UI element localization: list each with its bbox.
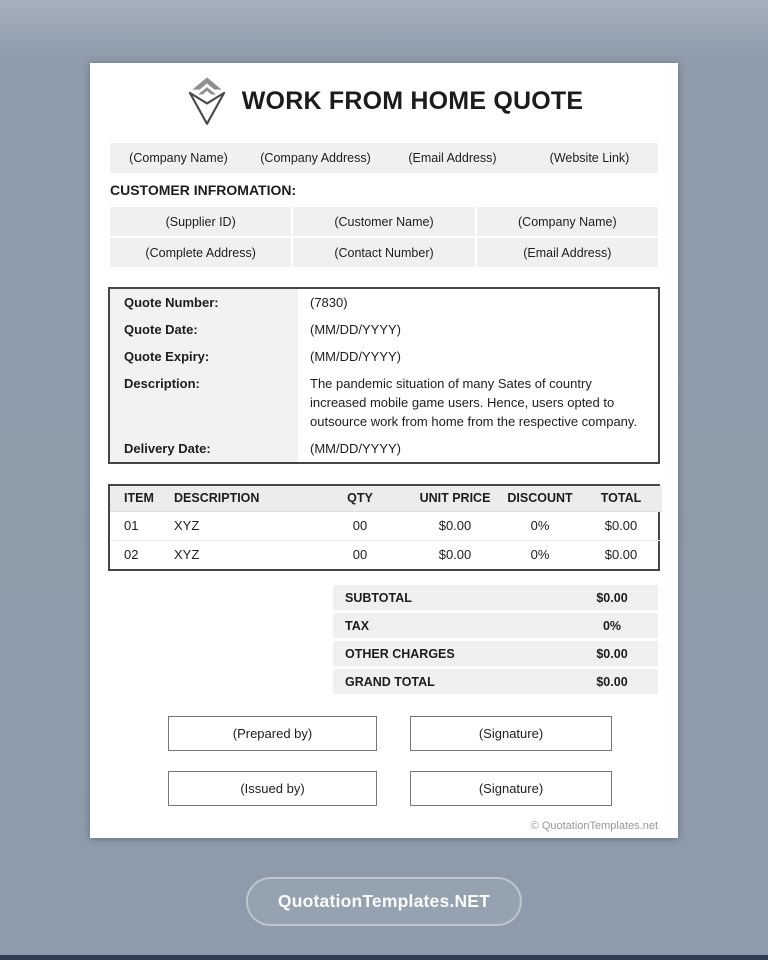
quote-number-label: Quote Number: [110,289,298,316]
quote-date-row [110,316,658,343]
items-table [110,486,662,569]
issued-by-box: (Issued by) [168,771,377,806]
tax-row [333,613,658,638]
chevron-badge-logo-icon [185,74,229,128]
prepared-by-box: (Prepared by) [168,716,377,751]
tax-value: 0% [602,618,622,633]
quote-details-box [108,287,660,464]
totals-summary [333,585,658,694]
discount-cell: 0% [500,511,580,540]
quote-document-page [90,63,678,838]
discount-cell: 0% [530,547,550,563]
company-name-field: (Company Name) [129,151,228,165]
quote-date-label: Quote Date: [110,316,298,343]
col-header-item: ITEM [110,486,160,511]
quotationtemplates-badge[interactable]: QuotationTemplates.NET [246,877,522,926]
quote-date-value: (MM/DD/YYYY) [310,322,401,337]
copyright-text: © QuotationTemplates.net [530,820,658,832]
tax-label: TAX [345,618,370,633]
description-cell: XYZ [174,547,200,563]
subtotal-row [333,585,658,610]
quote-expiry-value: (MM/DD/YYYY) [310,349,401,364]
delivery-date-row [110,435,658,462]
page-title: WORK FROM HOME QUOTE [241,86,584,115]
subtotal-label: SUBTOTAL [345,590,412,605]
complete-address-field: (Complete Address) [110,238,291,267]
unit-price-cell: $0.00 [410,511,500,540]
signature-box: (Signature) [410,771,612,806]
signature-section [168,716,678,806]
document-header [90,73,678,129]
items-table-box [108,484,660,571]
company-address-field: (Company Address) [260,151,371,165]
customer-company-name-field: (Company Name) [477,207,658,236]
other-charges-row [333,641,658,666]
email-address-field: (Email Address) [408,151,497,165]
col-header-unit-price: UNIT PRICE [410,486,500,511]
col-header-description: DESCRIPTION [160,486,310,511]
grand-total-value: $0.00 [596,674,628,689]
quote-expiry-label: Quote Expiry: [110,343,298,370]
supplier-id-field: (Supplier ID) [110,207,291,236]
bottom-strip [0,955,768,960]
items-header-row [110,486,662,511]
total-cell: $0.00 [604,547,638,563]
delivery-date-label: Delivery Date: [110,435,298,462]
grand-total-row [333,669,658,694]
other-charges-label: OTHER CHARGES [345,646,455,661]
description-cell: XYZ [160,511,310,540]
subtotal-value: $0.00 [596,590,628,605]
description-label: Description: [110,370,298,435]
company-info-band [110,143,658,173]
col-header-total: TOTAL [580,486,662,511]
customer-info-grid [110,207,658,267]
quote-number-row [110,289,658,316]
item-cell: 01 [110,511,160,540]
customer-email-field: (Email Address) [477,238,658,267]
description-row [110,370,658,435]
website-link-field: (Website Link) [549,151,630,165]
description-value: The pandemic situation of many Sates of country increased mobile game users. Hence, users opted to outsource work from home from the respective company. [310,376,638,429]
customer-name-field: (Customer Name) [293,207,474,236]
other-charges-value: $0.00 [596,646,628,661]
signature-box: (Signature) [410,716,612,751]
quote-expiry-row [110,343,658,370]
contact-number-field: (Contact Number) [293,238,474,267]
col-header-qty: QTY [310,486,410,511]
customer-information-heading: CUSTOMER INFROMATION: [110,182,297,198]
table-row [110,511,662,540]
table-row [110,540,662,569]
delivery-date-value: (MM/DD/YYYY) [310,441,401,456]
qty-cell: 00 [352,547,368,563]
total-cell: $0.00 [580,511,662,540]
qty-cell: 00 [310,511,410,540]
unit-price-cell: $0.00 [438,547,472,563]
quote-number-value: (7830) [310,295,348,310]
col-header-discount: DISCOUNT [500,486,580,511]
item-cell: 02 [124,547,139,563]
grand-total-label: GRAND TOTAL [345,674,435,689]
